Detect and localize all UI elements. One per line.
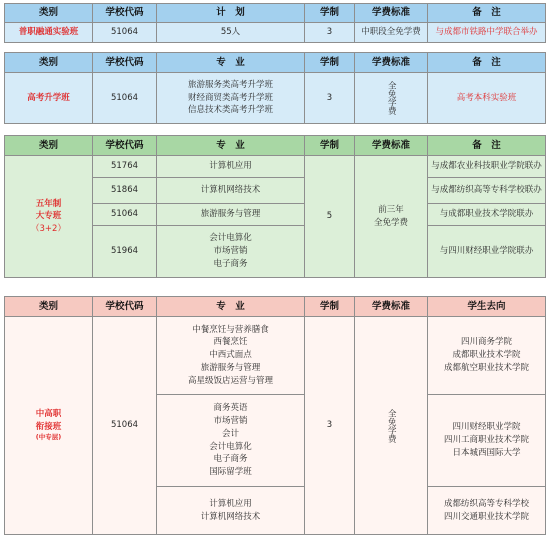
header-category: 类别 <box>5 297 93 317</box>
header-major: 专 业 <box>157 297 305 317</box>
destination-cell <box>428 395 546 487</box>
note-cell: 与成都职业技术学院联办 <box>428 204 546 226</box>
header-years: 学制 <box>305 4 355 23</box>
note-cell: 高考本科实验班 <box>428 73 546 124</box>
majors-cell <box>157 487 305 535</box>
code-cell: 51064 <box>93 23 157 43</box>
majors-cell <box>157 73 305 124</box>
header-category: 类别 <box>5 53 93 73</box>
major-item: 旅游服务与管理 <box>200 362 261 373</box>
major-cell: 计算机网络技术 <box>157 178 305 204</box>
major-item: 中餐烹饪与营养膳食 <box>192 324 269 335</box>
category-line: （3+2） <box>31 223 66 234</box>
category-sub: (中专层) <box>35 433 62 442</box>
major-item: 西餐烹饪 <box>213 337 248 348</box>
years-cell: 3 <box>305 73 355 124</box>
category-cell: 高考升学班 <box>5 73 93 124</box>
major-cell: 计算机应用 <box>157 156 305 178</box>
years-cell: 3 <box>305 317 355 535</box>
destination-item: 四川工商职业技术学院 <box>443 435 529 446</box>
major-item: 会计 <box>221 428 239 439</box>
header-note: 备 注 <box>428 53 546 73</box>
major-item: 会计电算化 <box>209 233 252 244</box>
category-line: 衔接班 <box>35 421 62 432</box>
header-fee: 学费标准 <box>355 4 428 23</box>
years-cell: 3 <box>305 23 355 43</box>
fee-cell <box>355 156 428 278</box>
header-years: 学制 <box>305 136 355 156</box>
destination-item: 日本城西国际大学 <box>452 447 521 458</box>
destination-cell <box>428 487 546 535</box>
major-item: 国际留学班 <box>209 467 252 477</box>
header-major: 专 业 <box>157 136 305 156</box>
category-cell <box>5 156 93 278</box>
vocational-bridge-table <box>4 296 545 535</box>
code-cell: 51064 <box>93 317 157 535</box>
header-fee: 学费标准 <box>355 136 428 156</box>
header-school-code: 学校代码 <box>93 297 157 317</box>
major-item: 高星级饭店运营与管理 <box>187 375 273 386</box>
fee-cell: 中职段全免学费 <box>355 23 428 43</box>
fee-text: 全免学费 <box>386 81 397 115</box>
note-cell: 与成都市铁路中学联合举办 <box>428 23 546 43</box>
note-cell: 与四川财经职业学院联办 <box>428 226 546 278</box>
major-cell: 旅游服务与管理 <box>157 204 305 226</box>
destination-item: 四川财经职业学院 <box>452 422 521 433</box>
major-item: 市场营销 <box>213 246 248 257</box>
code-cell: 51064 <box>93 73 157 124</box>
code-cell: 51964 <box>93 226 157 278</box>
header-school-code: 学校代码 <box>93 4 157 23</box>
five-year-college-table <box>4 135 545 278</box>
header-category: 类别 <box>5 136 93 156</box>
category-line: 中高职 <box>35 409 62 420</box>
major-item: 商务英语 <box>213 403 248 414</box>
major-item: 中西式面点 <box>209 350 252 361</box>
major-item: 市场营销 <box>213 416 248 426</box>
majors-cell <box>157 395 305 487</box>
category-cell: 普职融通实验班 <box>5 23 93 43</box>
header-note: 备 注 <box>428 136 546 156</box>
header-years: 学制 <box>305 53 355 73</box>
major-item: 电子商务 <box>213 258 248 269</box>
header-note: 备 注 <box>428 4 546 23</box>
years-cell: 5 <box>305 156 355 278</box>
code-cell: 51064 <box>93 204 157 226</box>
destination-item: 成都纺织高等专科学校 <box>443 498 529 509</box>
note-cell: 与成都农业科技职业学院联办 <box>428 156 546 178</box>
code-cell: 51864 <box>93 178 157 204</box>
majors-cell <box>157 317 305 395</box>
major-item: 电子商务 <box>213 454 248 465</box>
gaokao-class-table <box>4 52 545 124</box>
plan-cell: 55人 <box>157 23 305 43</box>
major-item: 计算机应用 <box>209 498 252 509</box>
destination-item: 四川商务学院 <box>460 337 512 348</box>
header-school-code: 学校代码 <box>93 136 157 156</box>
destination-cell <box>428 317 546 395</box>
destination-item: 四川交通职业技术学院 <box>443 511 529 522</box>
code-cell: 51764 <box>93 156 157 178</box>
fee-cell <box>355 73 428 124</box>
category-line: 五年制 <box>35 199 62 210</box>
fee-line: 前三年 <box>378 205 404 216</box>
fee-cell <box>355 317 428 535</box>
header-category: 类别 <box>5 4 93 23</box>
header-destination: 学生去向 <box>428 297 546 317</box>
destination-item: 成都职业技术学院 <box>452 350 521 361</box>
category-line: 大专班 <box>35 211 62 222</box>
major-item: 信息技术类高考升学班 <box>187 105 273 116</box>
pilot-class-table <box>4 3 545 43</box>
header-plan: 计 划 <box>157 4 305 23</box>
major-item: 计算机网络技术 <box>200 511 261 522</box>
header-fee: 学费标准 <box>355 53 428 73</box>
header-major: 专 业 <box>157 53 305 73</box>
fee-text: 全免学费 <box>386 408 397 443</box>
note-cell: 与成都纺织高等专科学校联办 <box>428 178 546 204</box>
major-item: 旅游服务类高考升学班 <box>187 79 273 90</box>
header-fee: 学费标准 <box>355 297 428 317</box>
major-item: 会计电算化 <box>209 441 252 452</box>
header-school-code: 学校代码 <box>93 53 157 73</box>
header-years: 学制 <box>305 297 355 317</box>
majors-cell <box>157 226 305 278</box>
major-item: 财经商贸类高考升学班 <box>187 92 273 103</box>
fee-line: 全免学费 <box>373 217 408 228</box>
destination-item: 成都航空职业技术学院 <box>443 362 529 373</box>
category-cell <box>5 317 93 535</box>
